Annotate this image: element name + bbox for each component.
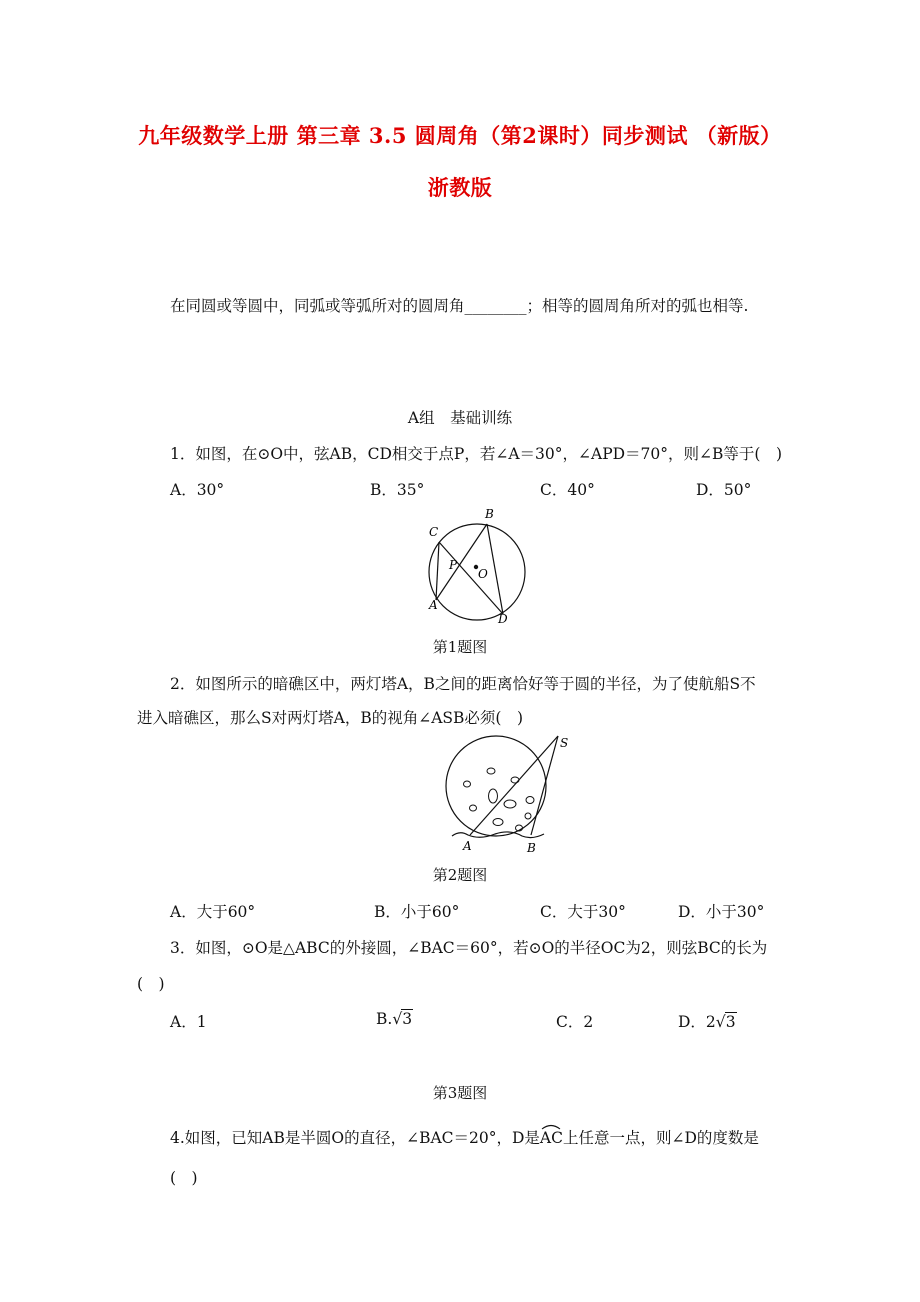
q3-stem-line2: ( ) [137,975,165,993]
intro-blank: ________ [464,297,527,315]
q1-label-b: B [485,507,494,521]
q1-segment-ca [436,542,439,600]
q4-stem-line1 [170,1126,759,1148]
q3-option-a: A．1 [170,1013,207,1031]
q1-label-d: D [498,612,508,626]
q2-label-s: S [560,736,569,750]
q2-label-b: B [527,841,536,855]
doc-title-line2: 浙教版 [427,175,493,200]
q1-label-c: C [429,525,439,539]
q2-reef-circle [446,736,546,836]
q4-stem-line2: ( ) [170,1169,198,1187]
q2-caption: 第2题图 [432,866,488,884]
intro-text-after: ；相等的圆周角所对的弧也相等. [526,297,749,315]
q2-option-a: A．大于60° [170,903,256,921]
q2-reef-rocks [464,768,535,831]
q3-option-d-prefix: D．2 [678,1013,716,1031]
q1-label-a: A [429,598,438,612]
q3-option-b-radicand: 3 [402,1010,413,1028]
q2-option-c: C．大于30° [540,903,626,921]
q3-option-d [678,1010,737,1032]
q2-shoreline [452,832,544,838]
q1-stem: 1．如图，在⊙O中，弦AB，CD相交于点P，若∠A＝30°，∠APD＝70°，则∠B等于( ) [170,445,782,463]
q3-option-c: C．2 [556,1013,594,1031]
intro-text-before: 在同圆或等圆中，同弧或等弧所对的圆周角 [170,297,465,315]
q2-label-a: A [463,839,472,853]
q2-stem-line1: 2．如图所示的暗礁区中，两灯塔A，B之间的距离恰好等于圆的半径，为了使航船S不 [170,675,756,693]
q1-label-o: O [478,567,488,581]
q3-option-b-prefix: B. [376,1010,393,1028]
q3-option-b-sqrt [392,1010,413,1028]
q1-option-a: A．30° [170,481,225,499]
intro-sentence [170,294,748,316]
q1-chord-cd [439,542,503,614]
q2-option-d: D．小于30° [678,903,765,921]
q1-chord-ab [436,524,487,600]
q1-figure [415,505,540,630]
q1-option-d: D．50° [696,481,752,499]
arc-mark-icon [540,1122,562,1130]
q2-figure [440,728,580,858]
q3-caption: 第3题图 [432,1084,488,1102]
q4-stem-part1: 4.如图，已知AB是半圆O的直径，∠BAC＝20°，D是 [170,1129,540,1147]
q4-arc-label: AC [539,1129,563,1147]
q3-option-b [376,1010,413,1028]
sqrt-sign-icon: √ [715,1013,726,1031]
q3-option-d-sqrt [716,1013,737,1031]
q1-option-b: B．35° [370,481,425,499]
q1-segment-bd [487,524,503,614]
q1-option-c: C．40° [540,481,595,499]
section-title: A组 基础训练 [407,409,513,427]
q3-stem-line1: 3．如图，⊙O是△ABC的外接圆，∠BAC＝60°，若⊙O的半径OC为2，则弦BC的长为 [170,939,768,957]
q1-caption: 第1题图 [432,638,488,656]
q2-stem-line2: 进入暗礁区，那么S对两灯塔A，B的视角∠ASB必须( ) [137,709,523,727]
q4-arc-ac [540,1129,563,1147]
doc-title-line1: 九年级数学上册 第三章 3.5 圆周角（第2课时）同步测试 （新版） [138,123,782,148]
q2-option-b: B．小于60° [374,903,460,921]
q1-label-p: P [449,558,458,572]
q3-option-d-radicand: 3 [725,1013,736,1031]
q4-stem-part2: 上任意一点，则∠D的度数是 [562,1129,759,1147]
sqrt-sign-icon: √ [392,1010,403,1028]
